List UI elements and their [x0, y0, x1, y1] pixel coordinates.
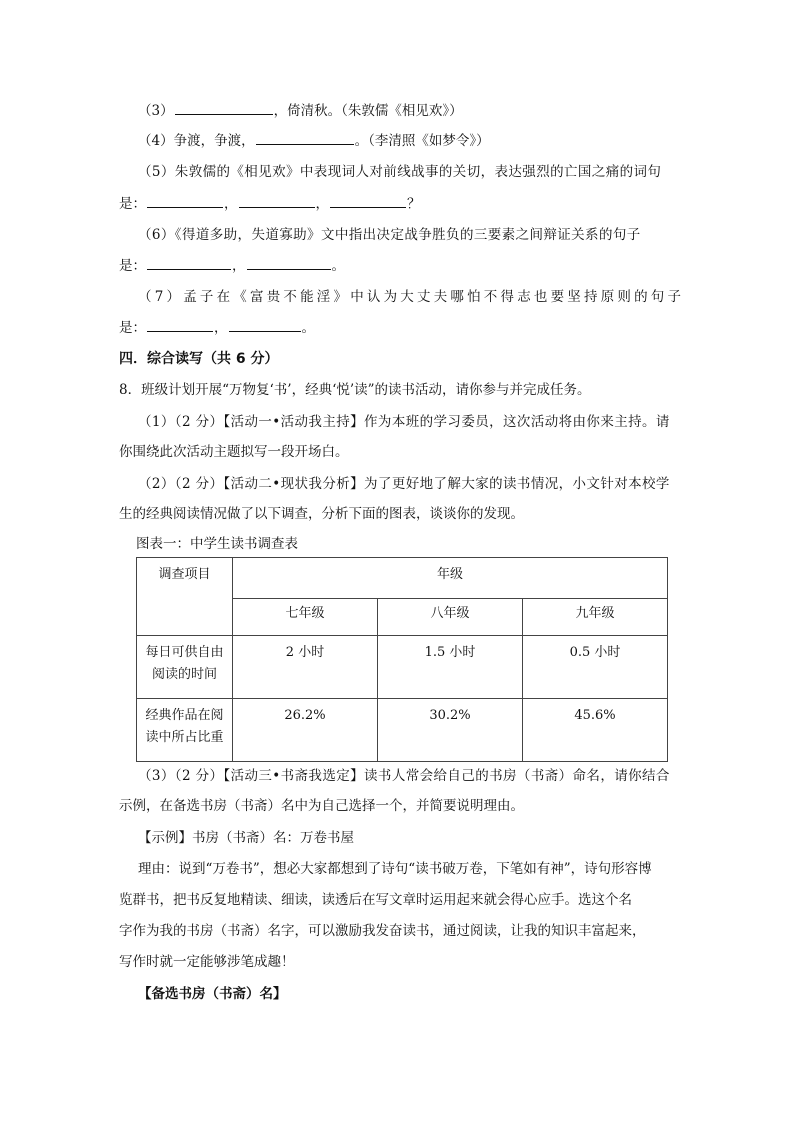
question-4-text: 。（李清照《如梦令》） [354, 133, 490, 149]
table-row [137, 636, 668, 699]
separator: ， [224, 196, 238, 212]
end-mark: ？ [407, 196, 421, 212]
answer-blank[interactable] [175, 100, 273, 115]
table-row [137, 699, 668, 762]
section-4-heading: 四．综合读写（共 6 分） [119, 351, 279, 367]
answer-blank[interactable] [147, 193, 223, 208]
question-5-line2 [119, 193, 421, 214]
question-7-line2 [119, 317, 315, 338]
row-label [137, 636, 233, 699]
answer-blank[interactable] [247, 255, 331, 270]
sub1-line1: （1）（2 分）【活动一•活动我主持】作为本班的学习委员，这次活动将由你来主持。请 [138, 414, 670, 430]
table-caption: 图表一：中学生读书调查表 [136, 536, 298, 552]
reason-line3: 字作为我的书房（书斋）名字，可以激励我发奋读书，通过阅读，让我的知识丰富起来， [119, 923, 646, 939]
question-3-text: ，倚清秋。（朱敦儒《相见欢》） [273, 103, 463, 119]
header-item-cell: 调查项目 [137, 558, 233, 636]
table-cell: 26.2% [233, 699, 378, 762]
question-4-prefix: （4）争渡，争渡， [138, 133, 255, 149]
question-6-line1: （6）《得道多助，失道寡助》文中指出决定战争胜负的三要素之间辩证关系的句子 [138, 227, 641, 243]
row-label-line: 读中所占比重 [145, 730, 224, 745]
header-grade-group: 年级 [233, 558, 668, 599]
answer-prefix: 是： [119, 320, 146, 336]
question-3 [138, 100, 463, 121]
sub3-line2: 示例，在备选书房（书斋）名中为自己选择一个，并简要说明理由。 [119, 798, 524, 814]
sub3-line1: （3）（2 分）【活动三•书斋我选定】读书人常会给自己的书房（书斋）命名，请你结合 [138, 768, 670, 784]
separator: ， [232, 258, 246, 274]
candidates-label: 【备选书房（书斋）名】 [138, 986, 287, 1002]
sub2-line2: 生的经典阅读情况做了以下调查，分析下面的图表，谈谈你的发现。 [119, 506, 524, 522]
reason-line1: 理由：说到“万卷书”，想必大家都想到了诗句“读书破万卷，下笔如有神”，诗句形容博 [138, 861, 652, 877]
grade-8-header: 八年级 [378, 599, 523, 636]
table-cell: 1.5 小时 [378, 636, 523, 699]
answer-blank[interactable] [147, 317, 213, 332]
table-cell: 0.5 小时 [523, 636, 668, 699]
sub1-line2: 你围绕此次活动主题拟写一段开场白。 [119, 444, 349, 460]
row-label-line: 每日可供自由 [145, 645, 224, 660]
row-label-line: 经典作品在阅 [145, 708, 224, 723]
example-label: 【示例】书房（书斋）名：万卷书屋 [138, 830, 354, 846]
question-8-intro: 8．班级计划开展“万物复‘书’，经典‘悦’读”的读书活动，请你参与并完成任务。 [119, 382, 591, 398]
answer-blank[interactable] [239, 193, 315, 208]
question-6-line2 [119, 255, 345, 276]
question-7-line1: （7）孟子在《富贵不能淫》中认为大丈夫哪怕不得志也要坚持原则的句子 [138, 289, 685, 305]
table-cell: 2 小时 [233, 636, 378, 699]
separator: ， [315, 196, 329, 212]
answer-blank[interactable] [229, 317, 301, 332]
row-label-line: 阅读的时间 [151, 667, 217, 682]
answer-prefix: 是： [119, 258, 146, 274]
row-label [137, 699, 233, 762]
answer-blank[interactable] [147, 255, 231, 270]
sub2-line1: （2）（2 分）【活动二•现状我分析】为了更好地了解大家的读书情况，小文针对本校学 [138, 476, 670, 492]
table-cell: 30.2% [378, 699, 523, 762]
reason-line2: 览群书，把书反复地精读、细读，读透后在写文章时运用起来就会得心应手。选这个名 [119, 892, 632, 908]
survey-table [136, 557, 668, 762]
table-cell: 45.6% [523, 699, 668, 762]
reason-line4: 写作时就一定能够涉笔成趣！ [119, 954, 295, 970]
question-5-line1: （5）朱敦儒的《相见欢》中表现词人对前线战事的关切，表达强烈的亡国之痛的词句 [138, 164, 662, 180]
answer-prefix: 是： [119, 196, 146, 212]
end-mark: 。 [331, 258, 345, 274]
grade-7-header: 七年级 [233, 599, 378, 636]
answer-blank[interactable] [330, 193, 406, 208]
separator: ， [214, 320, 228, 336]
question-3-number: （3） [138, 103, 174, 119]
grade-9-header: 九年级 [523, 599, 668, 636]
answer-blank[interactable] [256, 130, 354, 145]
end-mark: 。 [301, 320, 315, 336]
question-4 [138, 130, 490, 151]
